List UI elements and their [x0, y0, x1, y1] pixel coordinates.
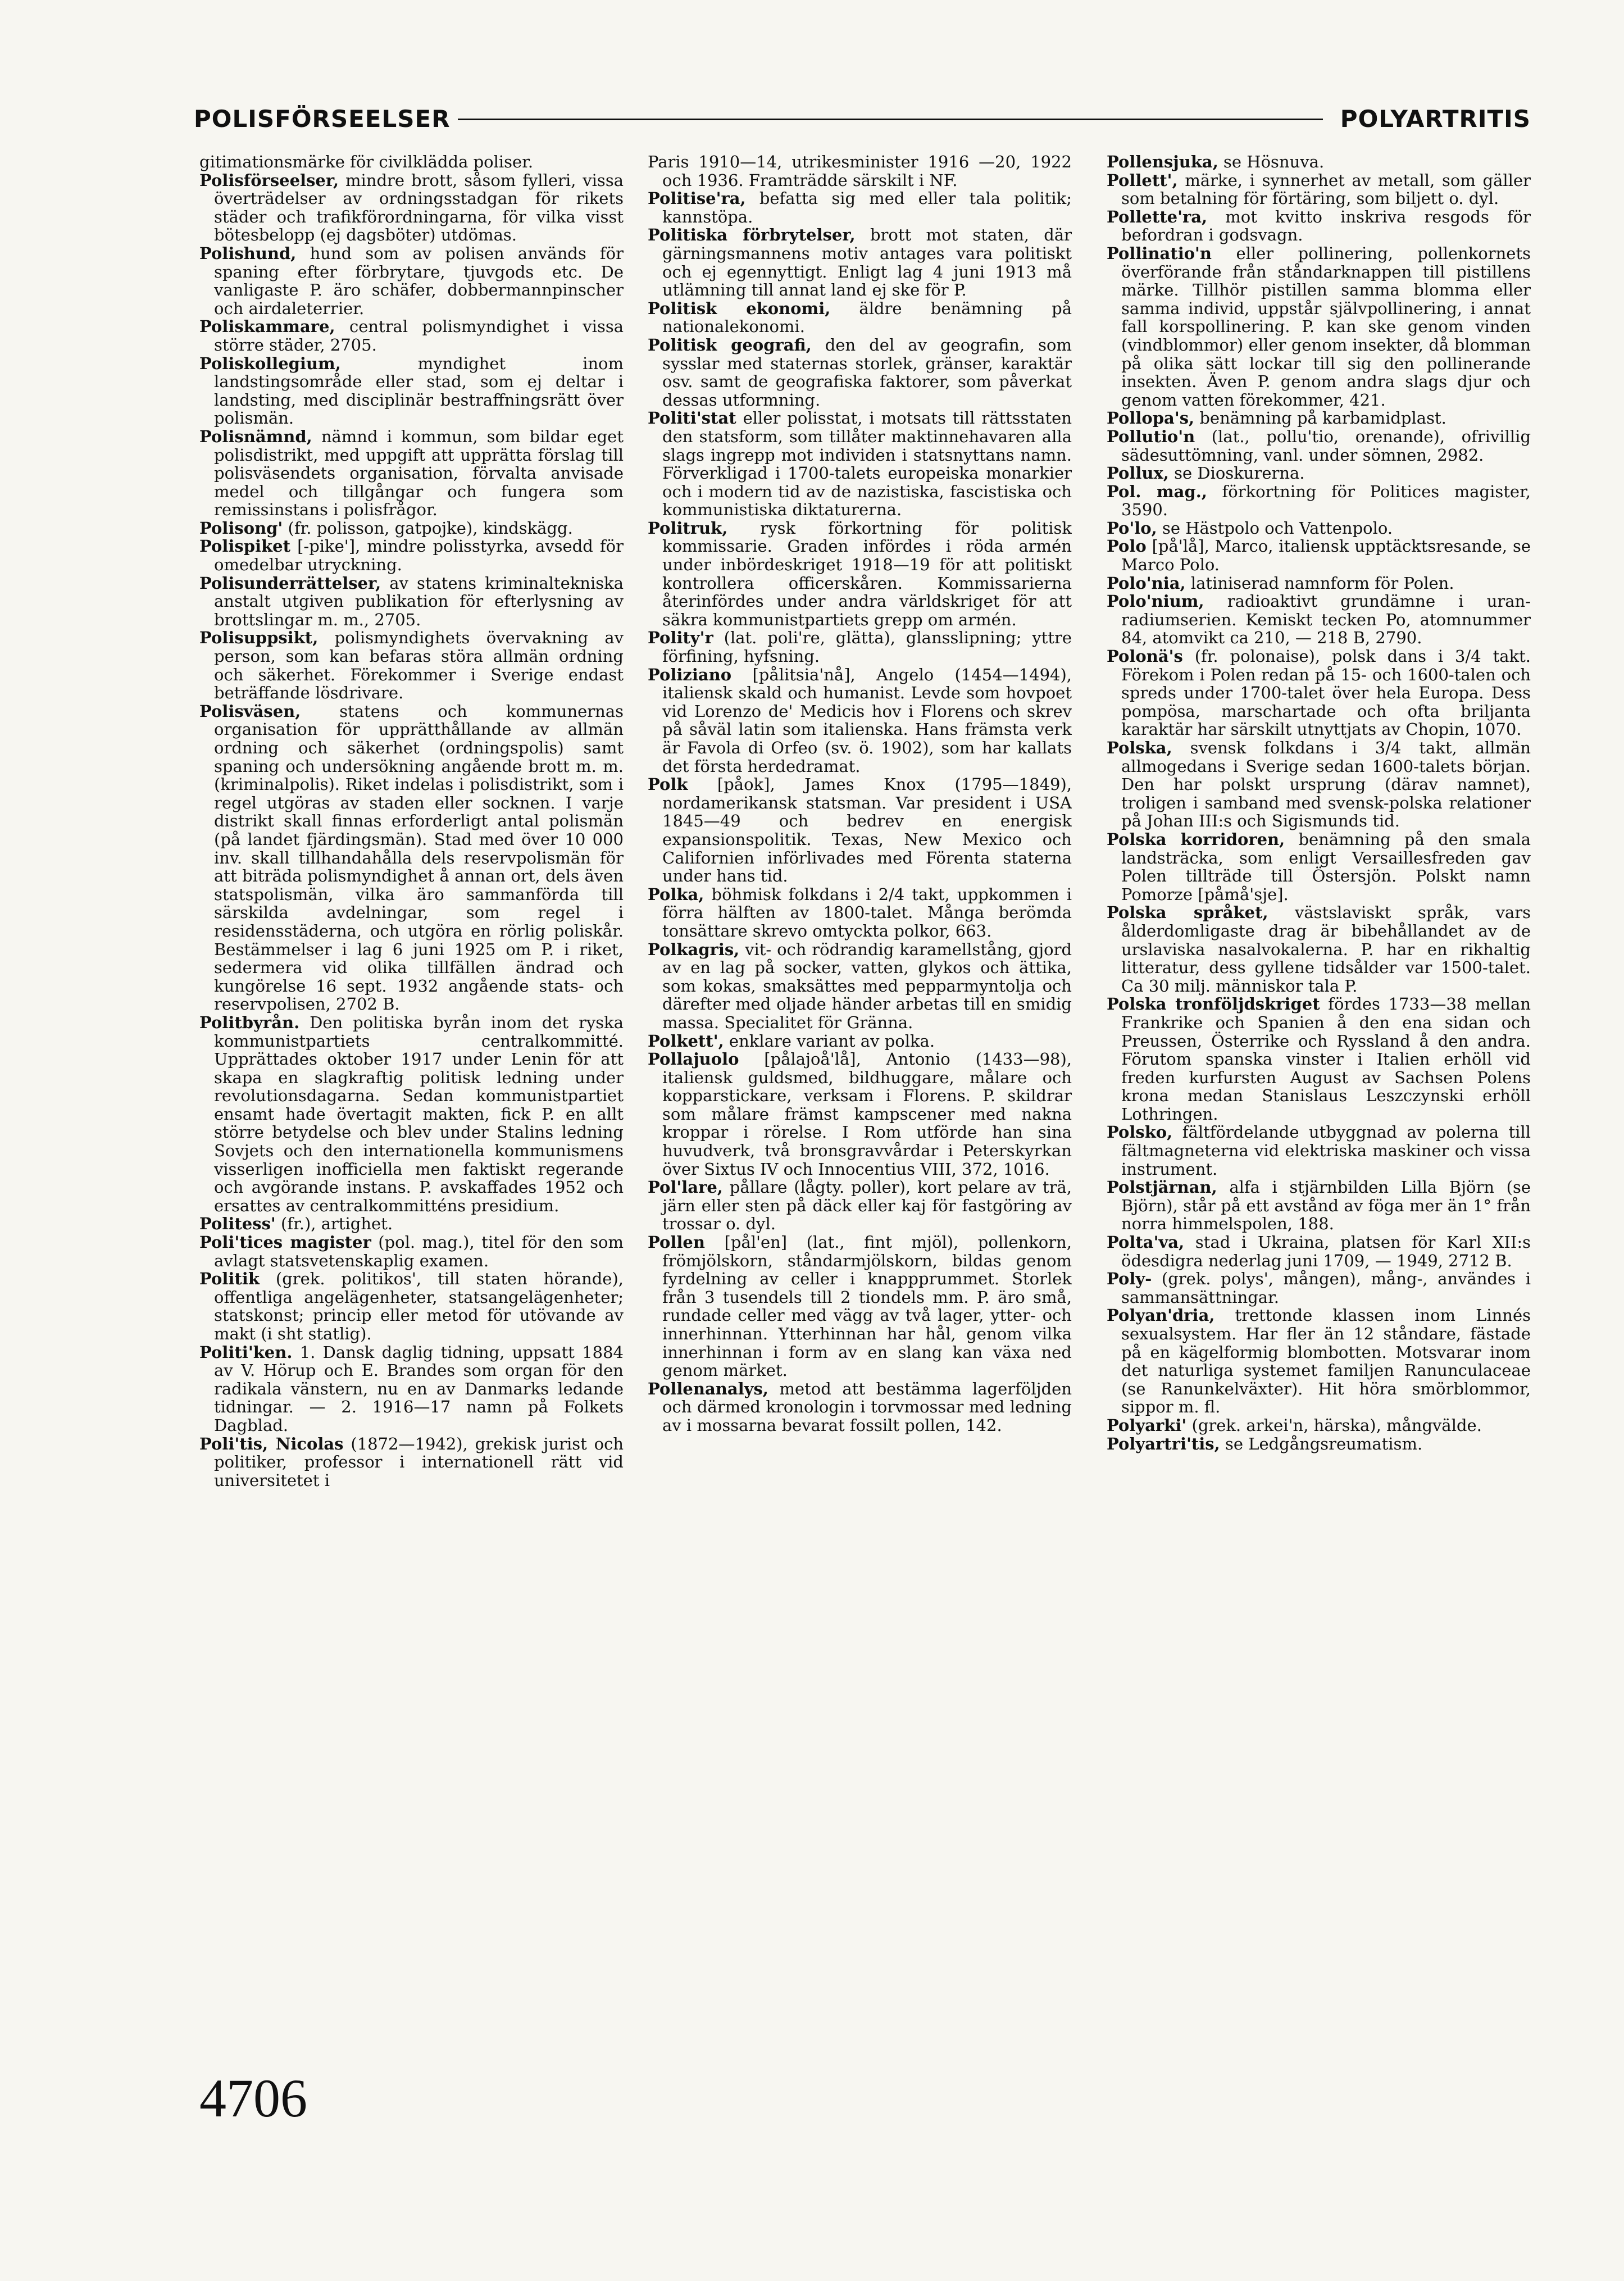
dictionary-entry — [1107, 574, 1531, 593]
entry-term: Poli'tis, Nicolas — [199, 1434, 344, 1453]
dictionary-entry — [648, 629, 1072, 665]
entry-term: Poly- — [1107, 1269, 1152, 1289]
entry-term: Politruk, — [648, 518, 728, 538]
entry-text: alfa i stjärnbilden Lilla Björn (se Björn), står på ett avstånd av föga mer än 1° från norra himmelspolen, 188. — [1121, 1178, 1531, 1234]
entry-term: Pol'lare, — [648, 1178, 723, 1197]
entry-term: Polsko, — [1107, 1123, 1173, 1142]
dictionary-entry — [648, 885, 1072, 940]
entry-term: Polstjärnan, — [1107, 1178, 1217, 1197]
dictionary-entry — [648, 775, 1072, 885]
dictionary-entry — [199, 1233, 624, 1270]
entry-text: nämnd i kommun, som bildar eget polisdistrikt, med uppgift att upprätta förslag till polisväsendets organisation, förvalta anvisade medel och tillgångar och fungera som remissinstans i polisfrågor. — [214, 426, 624, 520]
dictionary-entry — [1107, 171, 1531, 208]
entry-text: (lat., pollu'tio, orenande), ofrivillig sädesuttömning, vanl. under sömnen, 2982. — [1121, 426, 1531, 465]
entry-text: (grek. politikos', till staten hörande), offentliga angelägenheter, statsangelägenheter; statskonst; princip eller metod för utövande av makt (i sht statlig). — [214, 1269, 624, 1343]
entry-text: [pål'en] (lat., fint mjöl), pollenkorn, frömjölskorn, ståndarmjölskorn, bildas genom fyrdelning av celler i knappprummet. Storlek från 3 tusendels till 2 tiondels mm. P. äro små, rundade celler med vägg av två lager, ytter- och innerhinnan. Ytterhinnan har hål, genom vilka innerhinnan i form av en slang kan växa ned genom märket. — [662, 1233, 1072, 1380]
entry-text: (1872—1942), grekisk jurist och politiker, professor i internationell rätt vid universitetet i — [214, 1434, 624, 1490]
entry-text: hund som av polisen används för spaning efter förbrytare, tjuvgods etc. De vanligaste P. äro schäfer, dobbermannpinscher och airdaleterrier. — [214, 243, 624, 318]
dictionary-entry — [199, 574, 624, 629]
header-rule — [458, 119, 1323, 120]
entry-term: Polisnämnd, — [199, 426, 312, 446]
entry-text: den del av geografin, som sysslar med staternas storlek, gränser, karaktär osv. samt de geografiska faktorer, som påverkat dessas utformning. — [662, 335, 1072, 410]
dictionary-entry — [648, 1178, 1072, 1233]
dictionary-entry — [1107, 830, 1531, 903]
entry-term: Pollenanalys, — [648, 1379, 768, 1398]
dictionary-entry — [199, 317, 624, 354]
dictionary-entry — [1107, 903, 1531, 995]
dictionary-entry — [1107, 428, 1531, 464]
entry-text: pållare (lågty. poller), kort pelare av trä, järn eller sten på däck eller kaj för fastgöring av trossar o. dyl. — [662, 1178, 1072, 1234]
dictionary-entry — [648, 153, 1072, 189]
entry-text: metod att bestämma lagerföljden och därmed kronologin i torvmossar med ledning av i mossarna bevarat fossilt pollen, 142. — [662, 1379, 1072, 1435]
entry-term: Polska, — [1107, 738, 1172, 757]
dictionary-entry — [199, 537, 624, 574]
entry-text: brott mot staten, där gärningsmannens motiv antages vara politiskt och ej egennyttigt. Enligt lag 4 juni 1913 må utlämning till annat land ej ske för P. — [662, 225, 1072, 300]
entry-text: (grek. arkei'n, härska), mångvälde. — [1191, 1415, 1482, 1435]
entry-term: Politi'ken. — [199, 1342, 293, 1362]
entry-text: [på'lå], Marco, italiensk upptäcktsresande, se Marco Polo. — [1121, 537, 1531, 575]
dictionary-entry — [1107, 519, 1531, 538]
entry-text: radioaktivt grundämne i uran-radiumserien. Kemiskt tecken Po, atomnummer 84, atomvikt ca 210, — 218 B, 2790. — [1121, 592, 1531, 648]
entry-term: Politbyrån. — [199, 1012, 300, 1032]
dictionary-entry — [1107, 1435, 1531, 1453]
entry-text: Den politiska byrån inom det ryska kommunistpartiets centralkommitté. Upprättades oktober 1917 under Lenin för att skapa en slagkraftig politisk ledning under revolutionsdagarna. Sedan kommunistpartiet ensamt hade övertagit makten, fick P. en allt större betydelse och blev under Stalins ledning Sovjets och den internationella kommunismens visserligen inofficiella men faktiskt regerande och avgörande instans. P. avskaffades 1952 och ersattes av centralkommitténs presidium. — [214, 1012, 624, 1215]
entry-term: Polyan'dria, — [1107, 1306, 1215, 1325]
entry-text: (pol. mag.), titel för den som avlagt statsvetenskaplig examen. — [214, 1233, 624, 1270]
entry-text: latiniserad namnform för Polen. — [1190, 573, 1454, 593]
entry-text: (fr.), artighet. — [281, 1214, 393, 1234]
entry-text: (lat. poli're, glätta), glansslipning; yttre förfining, hyfsning. — [662, 628, 1072, 666]
dictionary-entry — [1107, 1306, 1531, 1416]
entry-text: (grek. polys', mången), mång-, användes i sammansättningar. — [1121, 1269, 1531, 1307]
entry-term: Polyartri'tis, — [1107, 1434, 1220, 1453]
header-left-word: POLISFÖRSEELSER — [194, 105, 451, 133]
dictionary-entry — [199, 355, 624, 428]
dictionary-entry — [1107, 1178, 1531, 1233]
entry-text: myndighet inom landstingsområde eller stad, som ej deltar i landsting, med disciplinär bestraffningsrätt över polismän. — [214, 353, 624, 428]
dictionary-entry — [648, 189, 1072, 226]
entry-text: [-pike'], mindre polisstyrka, avsedd för omedelbar utryckning. — [214, 537, 624, 575]
dictionary-entry — [648, 226, 1072, 299]
entry-term: Politiska förbrytelser, — [648, 225, 856, 245]
dictionary-entry — [1107, 592, 1531, 647]
entry-term: Polo'nium, — [1107, 592, 1204, 611]
entry-text: Paris 1910—14, utrikesminister 1916 —20, 1922 och 1936. Framträdde särskilt i NF. — [648, 153, 1072, 190]
entry-term: Polka, — [648, 884, 704, 904]
dictionary-entry — [648, 299, 1072, 336]
dictionary-entry — [199, 1343, 624, 1435]
entry-text: se Dioskurerna. — [1174, 464, 1305, 483]
dictionary-entry — [648, 1380, 1072, 1435]
column-1 — [199, 153, 624, 2063]
entry-text: fördes 1733—38 mellan Frankrike och Spanien å den ena sidan och Preussen, Österrike och Ryssland å den andra. Förutom spanska vinster i Italien erhöll vid freden kurfursten August av Sachsen Polens krona medan Stanislaus Leszczynski erhöll Lothringen. — [1121, 994, 1531, 1124]
dictionary-entry — [199, 244, 624, 317]
entry-term: Politisk ekonomi, — [648, 298, 831, 318]
entry-term: Polispiket — [199, 537, 290, 556]
entry-term: Pollensjuka, — [1107, 153, 1218, 171]
entry-term: Politik — [199, 1269, 260, 1289]
entry-term: Polta'va, — [1107, 1233, 1185, 1252]
header-right-word: POLYARTRITIS — [1340, 105, 1531, 133]
dictionary-entry — [199, 1215, 624, 1233]
entry-text: [pålajoå'lå], Antonio (1433—98), italiensk guldsmed, bildhuggare, målare och kopparstickare, verksam i Florens. P. skildrar som målare främst kampscener med nakna kroppar i rörelse. I Rom utförde han sina huvudverk, två bronsgravvårdar i Peterskyrkan över Sixtus IV och Innocentius VIII, 372, 1016. — [662, 1049, 1072, 1179]
entry-text: se Ledgångsreumatism. — [1225, 1434, 1423, 1453]
dictionary-entry — [1107, 1233, 1531, 1270]
dictionary-entry — [199, 1014, 624, 1215]
entry-text: stad i Ukraina, platsen för Karl XII:s ödesdigra nederlag juni 1709, — 1949, 2712 B. — [1121, 1233, 1531, 1270]
dictionary-entry — [648, 1050, 1072, 1178]
running-header — [194, 102, 1531, 136]
entry-term: Politess' — [199, 1214, 276, 1234]
dictionary-entry — [199, 171, 624, 244]
dictionary-entry — [1107, 647, 1531, 739]
dictionary-entry — [648, 519, 1072, 629]
entry-term: Politise'ra, — [648, 189, 746, 208]
column-2 — [648, 153, 1072, 2063]
column-3 — [1107, 153, 1531, 2063]
dictionary-entry — [1107, 409, 1531, 428]
dictionary-entry — [1107, 208, 1531, 244]
entry-term: Polishund, — [199, 243, 297, 263]
entry-term: Polisförseelser, — [199, 170, 339, 190]
entry-term: Pollajuolo — [648, 1049, 739, 1069]
dictionary-entry — [1107, 1416, 1531, 1435]
entry-text: äldre benämning på nationalekonomi. — [662, 298, 1072, 337]
entry-text: mindre brott, såsom fylleri, vissa överträdelser av ordningsstadgan för rikets städer och trafikförordningarna, för vilka visst bötesbelopp (ej dagsböter) utdömas. — [214, 170, 624, 245]
entry-text: (fr. polonaise), polsk dans i 3/4 takt. Förekom i Polen redan på 15- och 1600-talen och spreds under 1700-talet över hela Europa. Dess pompösa, marschartade och ofta briljanta karaktär har särskilt utnyttjats av Chopin, 1070. — [1121, 647, 1531, 739]
entry-text: statens och kommunernas organisation för upprätthållande av allmän ordning och säkerhet (ordningspolis) samt spaning och undersökning angående brott m. m. (kriminalpolis). Riket indelas i polisdistrikt, som i regel utgöras av staden eller socknen. I varje distrikt skall finnas erforderligt antal polismän (på landet fjärdingsmän). Stad med över 10 000 inv. skall tillhandahålla dels reservpolismän för att biträda polismyndighet å annan ort, dels även statspolismän, vilka äro sammanförda till särskilda avdelningar, som regel i residensstäderna, och utgöra en rörlig poliskår. Bestämmelser i lag 6 juni 1925 om P. i riket, sedermera vid olika tillfällen ändrad och kungörelse 16 sept. 1932 angående stats- och reservpolisen, 2702 B. — [214, 701, 624, 1014]
entry-term: Polska språket, — [1107, 903, 1268, 923]
entry-text: märke, i synnerhet av metall, som gäller som betalning för förtäring, som biljett o. dyl. — [1121, 170, 1531, 208]
entry-text: trettonde klassen inom Linnés sexualsystem. Har fler än 12 ståndare, fästade på en kägelformig blombotten. Motsvarar inom det naturliga systemet familjen Ranunculaceae (se Ranunkelväxter). Hit höra smörblommor, sippor m. fl. — [1121, 1306, 1531, 1417]
dictionary-entry — [1107, 1123, 1531, 1178]
entry-text: [påok], James Knox (1795—1849), nordamerikansk statsman. Var president i USA 1845—49 och bedrev en energisk expansionspolitik. Texas, New Mexico och Californien införlivades med Förenta staterna under hans tid. — [662, 775, 1072, 886]
entry-term: Pollen — [648, 1233, 705, 1252]
entry-text: (fr. polisson, gatpojke), kindskägg. — [288, 518, 573, 538]
entry-term: Polisong' — [199, 518, 283, 538]
dictionary-entry — [199, 428, 624, 519]
entry-text: polismyndighets övervakning av person, som kan befaras störa allmän ordning och säkerhet. Förekommer i Sverige endast beträffande lösdrivare. — [214, 628, 624, 703]
entry-term: Polisväsen, — [199, 701, 301, 721]
entry-text: förkortning för Politices magister, 3590. — [1121, 481, 1531, 520]
entry-term: Polity'r — [648, 628, 713, 648]
entry-term: Polyarki' — [1107, 1415, 1187, 1435]
entry-text: se Hösnuva. — [1223, 153, 1325, 171]
entry-text: vit- och rödrandig karamellstång, gjord av en lag på socker, vatten, glykos och ättika, som kokas, smaksättes med pepparmyntolja och därefter med oljade händer arbetas till en smidig massa. Specialitet för Gränna. — [662, 939, 1072, 1032]
entry-text: fältfördelande utbyggnad av polerna till fältmagneterna vid elektriska maskiner och vissa instrument. — [1121, 1123, 1531, 1179]
entry-term: Politisk geografi, — [648, 335, 812, 355]
entry-text: mot kvitto inskriva resgods för befordran i godsvagn. — [1121, 207, 1531, 245]
dictionary-entry — [648, 940, 1072, 1032]
entry-term: Polk — [648, 775, 688, 794]
dictionary-entry — [1107, 483, 1531, 519]
entry-term: Pollutio'n — [1107, 426, 1195, 446]
entry-text: benämning på karbamidplast. — [1199, 408, 1446, 428]
entry-term: Pollopa's, — [1107, 408, 1195, 428]
dictionary-entry — [1107, 995, 1531, 1123]
entry-text: central polismyndighet i vissa större städer, 2705. — [214, 317, 624, 355]
dictionary-entry — [648, 336, 1072, 409]
entry-term: Pollinatio'n — [1107, 243, 1212, 263]
entry-text: benämning på den smala landsträcka, som enligt Versaillesfreden gav Polen tillträde till Östersjön. Polskt namn Pomorze [påmå'sje]. — [1121, 829, 1531, 904]
dictionary-entry — [199, 153, 624, 171]
dictionary-entry — [199, 519, 624, 538]
entry-term: Polisuppsikt, — [199, 628, 319, 648]
entry-term: Poliskammare, — [199, 317, 335, 337]
entry-term: Pollux, — [1107, 464, 1169, 483]
entry-term: Po'lo, — [1107, 518, 1157, 538]
dictionary-entry — [199, 1270, 624, 1343]
dictionary-entry — [1107, 464, 1531, 483]
dictionary-entry — [1107, 739, 1531, 830]
dictionary-entry — [1107, 1270, 1531, 1306]
dictionary-entry — [648, 1032, 1072, 1051]
entry-term: Poliskollegium, — [199, 353, 341, 373]
dictionary-entry — [648, 409, 1072, 519]
entry-term: Polonä's — [1107, 647, 1183, 666]
entry-term: Poli'tices magister — [199, 1233, 371, 1252]
entry-term: Polisunderrättelser, — [199, 573, 381, 593]
entry-term: Polska korridoren, — [1107, 829, 1285, 849]
dictionary-entry — [1107, 244, 1531, 409]
dictionary-entry — [199, 702, 624, 1014]
dictionary-entry — [648, 666, 1072, 776]
entry-text: svensk folkdans i 3/4 takt, allmän allmogedans i Sverige sedan 1600-talets början. Den har polskt ursprung (därav namnet), troligen i samband med svensk-polska relationer på Johan III:s och Sigismunds tid. — [1121, 738, 1531, 831]
entry-text: eller pollinering, pollenkornets överförande från ståndarknappen till pistillens märke. Tillhör pistillen samma blomma eller samma individ, uppstår självpollinering, i annat fall korspollinering. P. kan ske genom vinden (vindblommor) eller genom insekter, då blomman på olika sätt lockar till sig den pollinerande insekten. Även P. genom andra slags djur och genom vatten förekommer, 421. — [1121, 243, 1531, 410]
dictionary-entry — [1107, 153, 1531, 171]
entry-term: Pollett', — [1107, 170, 1178, 190]
entry-text: gitimationsmärke för civilklädda poliser. — [199, 153, 534, 171]
entry-term: Pol. mag., — [1107, 481, 1207, 501]
entry-term: Polo — [1107, 537, 1147, 556]
dictionary-entry — [199, 1435, 624, 1490]
entry-text: befatta sig med eller tala politik; kannstöpa. — [662, 189, 1072, 226]
entry-text: västslaviskt språk, vars ålderdomligaste drag är bibehållandet av de urslaviska nasalvokalerna. P. har en rikhaltig litteratur, dess gyllene tidsålder var 1500-talet. Ca 30 milj. människor tala P. — [1121, 903, 1531, 996]
entry-text: 1. Dansk daglig tidning, uppsatt 1884 av V. Hörup och E. Brandes som organ för den radikala vänstern, nu en av Danmarks ledande tidningar. — 2. 1916—17 namn på Folkets Dagblad. — [214, 1342, 624, 1435]
entry-text: eller polisstat, i motsats till rättsstaten den statsform, som tillåter maktinnehavaren alla slags ingrepp mot individen i statsnyttans namn. Förverkligad i 1700-talets europeiska monarkier och i modern tid av de nazistiska, fascistiska och kommunistiska diktaturerna. — [662, 408, 1072, 520]
entry-text: böhmisk folkdans i 2/4 takt, uppkommen i förra hälften av 1800-talet. Många berömda tonsättare skrevo omtyckta polkor, 663. — [662, 884, 1072, 940]
dictionary-entry — [1107, 537, 1531, 574]
entry-text: av statens kriminaltekniska anstalt utgiven publikation för efterlysning av brottslingar m. m., 2705. — [214, 573, 624, 629]
dictionary-entry — [648, 1233, 1072, 1380]
entry-term: Polkett', — [648, 1031, 724, 1051]
entry-text: se Hästpolo och Vattenpolo. — [1162, 518, 1393, 538]
entry-term: Poliziano — [648, 665, 732, 684]
entry-term: Pollette'ra, — [1107, 207, 1208, 226]
entry-term: Polkagris, — [648, 939, 740, 959]
entry-term: Politi'stat — [648, 408, 736, 428]
entry-text: enklare variant av polka. — [729, 1031, 935, 1051]
page-number: 4706 — [199, 2068, 307, 2128]
dictionary-entry — [199, 629, 624, 702]
entry-text: rysk förkortning för politisk kommissarie. Graden infördes i röda armén under inbördeskriget 1918—19 för att politiskt kontrollera officerskåren. Kommissarierna återinfördes under andra världskriget för att säkra kommunistpartiets grepp om armén. — [662, 518, 1072, 629]
entry-term: Polo'nia, — [1107, 573, 1186, 593]
entry-text: [pålitsia'nå], Angelo (1454—1494), italiensk skald och humanist. Levde som hovpoet vid Lorenzo de' Medicis hov i Florens och skrev på såväl latin som italienska. Hans främsta verk är Favola di Orfeo (sv. ö. 1902), som har kallats det första herdedramat. — [662, 665, 1072, 776]
entry-term: Polska tronföljdskriget — [1107, 994, 1320, 1014]
